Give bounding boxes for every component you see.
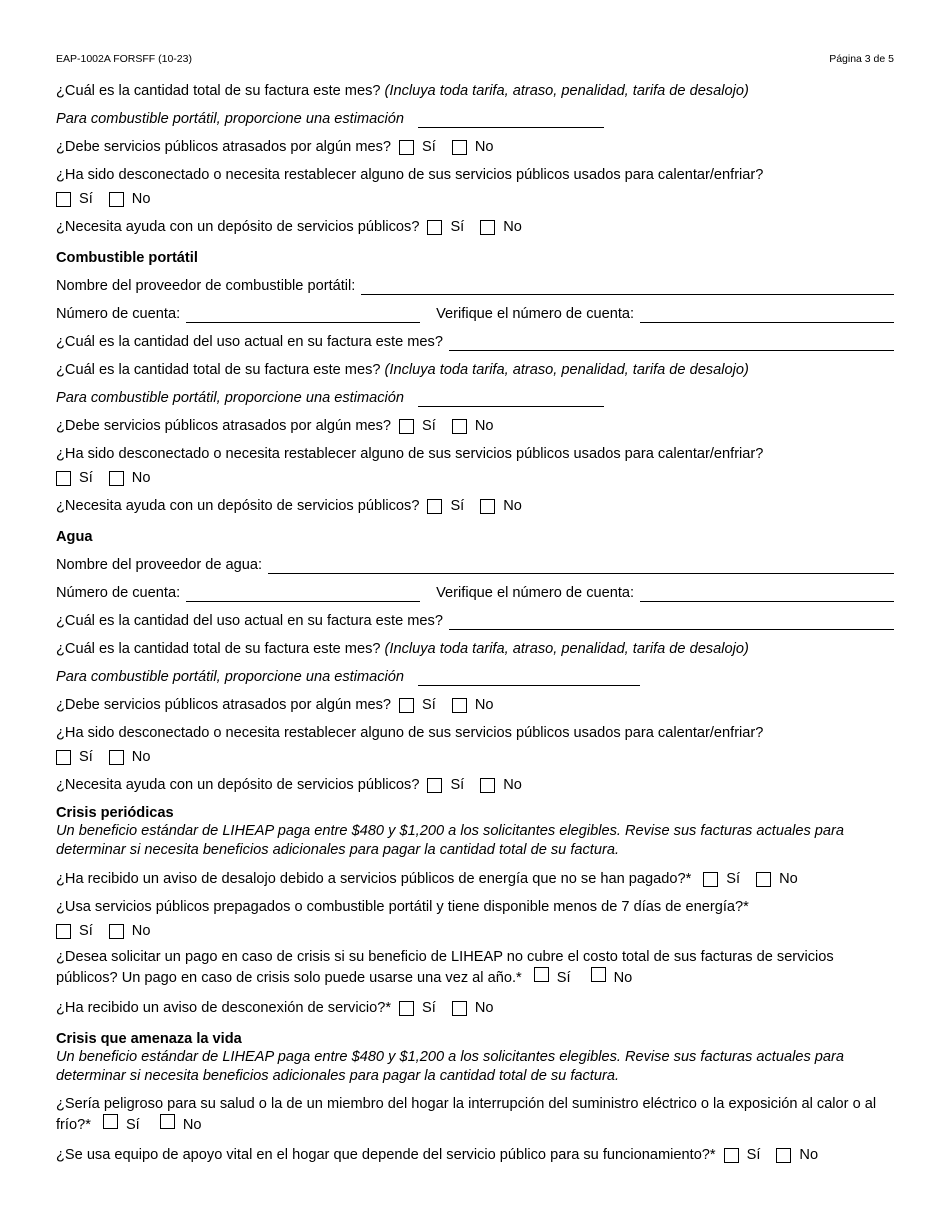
portable-estimate-input[interactable] — [418, 393, 604, 407]
periodic-prepaid-no-label: No — [131, 922, 151, 939]
water-deposit-yes-checkbox[interactable] — [427, 778, 442, 793]
portable-arrears-yes-checkbox[interactable] — [399, 419, 414, 434]
arrears-no-label: No — [474, 138, 494, 155]
water-disconnected-row — [56, 714, 894, 742]
portable-total-bill-row — [56, 351, 894, 379]
portable-arrears-yes-label: Sí — [422, 417, 436, 434]
life-subtitle: Un beneficio estándar de LIHEAP paga entre $480 y $1,200 a los solicitantes elegibles. Revise sus facturas actuales para determinar si necesita beneficios adicionales para pagar la cantidad total de su factura. — [56, 1049, 844, 1084]
life-danger-label: ¿Sería peligroso para su salud o la de un miembro del hogar la interrupción del suministro eléctrico o la exposición al calor o al frío?* — [56, 1096, 877, 1133]
periodic-eviction-yes-label: Sí — [726, 870, 741, 887]
disconnected-yes-checkbox[interactable] — [56, 192, 71, 207]
water-current-use-label: ¿Cuál es la cantidad del uso actual en su factura este mes? — [56, 612, 443, 629]
periodic-prepaid-yes-label: Sí — [79, 922, 93, 939]
portable-deposit-yes-label: Sí — [450, 497, 465, 514]
water-deposit-row — [56, 766, 894, 794]
portable-section-title — [56, 236, 894, 267]
life-danger-yes-checkbox[interactable] — [103, 1114, 118, 1129]
periodic-crisis-payment-label: ¿Desea solicitar un pago en caso de crisis si su beneficio de LIHEAP no cubre el costo total de sus facturas de servicios públicos? Un pago en caso de crisis solo puede usarse una vez al año.* — [56, 949, 834, 986]
water-arrears-row — [56, 686, 894, 714]
page-header — [56, 53, 894, 66]
periodic-title: Crisis periódicas — [56, 804, 174, 821]
water-account-input[interactable] — [186, 588, 420, 602]
periodic-prepaid-yes-checkbox[interactable] — [56, 924, 71, 939]
page-number: Página 3 de 5 — [829, 53, 894, 65]
periodic-disconnect-notice-yes-checkbox[interactable] — [399, 1001, 414, 1016]
portable-total-bill-label: ¿Cuál es la cantidad total de su factura este mes? — [56, 361, 381, 378]
portable-title: Combustible portátil — [56, 249, 198, 266]
periodic-crisis-payment-yes-label: Sí — [556, 970, 571, 986]
periodic-eviction-row — [56, 860, 894, 888]
deposit-no-label: No — [503, 218, 522, 235]
portable-verify-input[interactable] — [640, 309, 894, 323]
disconnected-row — [56, 156, 894, 184]
water-section-title — [56, 515, 894, 546]
water-current-use-row — [56, 602, 894, 630]
portable-disconnected-no-checkbox[interactable] — [109, 471, 124, 486]
portable-total-bill-note: (Incluya toda tarifa, atraso, penalidad, tarifa de desalojo) — [384, 361, 749, 378]
portable-deposit-no-checkbox[interactable] — [480, 499, 495, 514]
periodic-disconnect-notice-yes-label: Sí — [422, 999, 436, 1016]
portable-deposit-yes-checkbox[interactable] — [427, 499, 442, 514]
water-disconnected-options-row — [56, 742, 894, 766]
life-support-no-label: No — [799, 1146, 819, 1163]
periodic-crisis-payment-no-label: No — [613, 970, 633, 986]
portable-current-use-label: ¿Cuál es la cantidad del uso actual en su factura este mes? — [56, 333, 443, 350]
water-arrears-no-checkbox[interactable] — [452, 698, 467, 713]
form-content — [56, 80, 894, 1164]
life-danger-row — [56, 1086, 894, 1136]
water-provider-label: Nombre del proveedor de agua: — [56, 556, 263, 573]
portable-disconnected-no-label: No — [131, 469, 151, 486]
water-estimate-input[interactable] — [418, 672, 640, 686]
arrears-yes-checkbox[interactable] — [399, 140, 414, 155]
periodic-crisis-payment-no-checkbox[interactable] — [591, 967, 606, 982]
periodic-disconnect-notice-no-checkbox[interactable] — [452, 1001, 467, 1016]
water-total-bill-label: ¿Cuál es la cantidad total de su factura este mes? — [56, 640, 381, 657]
form-id: EAP-1002A FORSFF (10-23) — [56, 53, 192, 65]
portable-provider-label: Nombre del proveedor de combustible portátil: — [56, 277, 356, 294]
portable-account-input[interactable] — [186, 309, 420, 323]
water-deposit-label: ¿Necesita ayuda con un depósito de servicios públicos? — [56, 776, 420, 793]
life-danger-no-label: No — [182, 1117, 202, 1133]
portable-arrears-no-label: No — [474, 417, 494, 434]
deposit-yes-label: Sí — [450, 218, 465, 235]
arrears-no-checkbox[interactable] — [452, 140, 467, 155]
life-support-label: ¿Se usa equipo de apoyo vital en el hogar que depende del servicio público para su funcionamiento?* — [56, 1146, 716, 1163]
periodic-prepaid-no-checkbox[interactable] — [109, 924, 124, 939]
periodic-prepaid-row — [56, 888, 894, 916]
periodic-crisis-payment-yes-checkbox[interactable] — [534, 967, 549, 982]
water-arrears-yes-checkbox[interactable] — [399, 698, 414, 713]
portable-arrears-no-checkbox[interactable] — [452, 419, 467, 434]
disconnected-label: ¿Ha sido desconectado o necesita restablecer alguno de sus servicios públicos usados para calentar/enfriar? — [56, 166, 764, 183]
disconnected-yes-label: Sí — [79, 190, 93, 207]
life-danger-yes-label: Sí — [125, 1117, 140, 1133]
water-account-row — [56, 574, 894, 602]
arrears-label: ¿Debe servicios públicos atrasados por algún mes? — [56, 138, 392, 155]
water-arrears-yes-label: Sí — [422, 696, 436, 713]
arrears-row — [56, 128, 894, 156]
water-estimate-label: Para combustible portátil, proporcione una estimación — [56, 668, 405, 685]
deposit-no-checkbox[interactable] — [480, 220, 495, 235]
portable-current-use-input[interactable] — [449, 337, 894, 351]
portable-deposit-row — [56, 487, 894, 515]
periodic-crisis-payment-row — [56, 940, 894, 989]
disconnected-no-checkbox[interactable] — [109, 192, 124, 207]
periodic-section-title — [56, 794, 894, 822]
deposit-label: ¿Necesita ayuda con un depósito de servicios públicos? — [56, 218, 420, 235]
periodic-disconnect-notice-row — [56, 989, 894, 1017]
portable-provider-input[interactable] — [361, 281, 894, 295]
periodic-prepaid-label: ¿Usa servicios públicos prepagados o combustible portátil y tiene disponible menos de 7 días de energía?* — [56, 898, 749, 915]
estimate-row — [56, 100, 894, 128]
water-disconnected-yes-label: Sí — [79, 748, 93, 765]
periodic-eviction-label: ¿Ha recibido un aviso de desalojo debido a servicios públicos de energía que no se han pagado?* — [56, 870, 692, 887]
portable-disconnected-yes-checkbox[interactable] — [56, 471, 71, 486]
water-verify-input[interactable] — [640, 588, 894, 602]
water-verify-label: Verifique el número de cuenta: — [436, 584, 635, 601]
arrears-yes-label: Sí — [422, 138, 436, 155]
water-disconnected-no-checkbox[interactable] — [109, 750, 124, 765]
deposit-yes-checkbox[interactable] — [427, 220, 442, 235]
water-total-bill-row — [56, 630, 894, 658]
life-title: Crisis que amenaza la vida — [56, 1030, 242, 1047]
life-support-row — [56, 1136, 894, 1164]
disconnected-no-label: No — [131, 190, 151, 207]
water-disconnected-yes-checkbox[interactable] — [56, 750, 71, 765]
portable-estimate-label: Para combustible portátil, proporcione una estimación — [56, 389, 405, 406]
estimate-input[interactable] — [418, 114, 604, 128]
portable-arrears-label: ¿Debe servicios públicos atrasados por algún mes? — [56, 417, 392, 434]
life-section-title — [56, 1017, 894, 1048]
water-title: Agua — [56, 528, 93, 545]
water-deposit-no-label: No — [503, 776, 522, 793]
water-account-label: Número de cuenta: — [56, 584, 181, 601]
portable-deposit-no-label: No — [503, 497, 522, 514]
portable-estimate-row — [56, 379, 894, 407]
portable-disconnected-yes-label: Sí — [79, 469, 93, 486]
water-disconnected-label: ¿Ha sido desconectado o necesita restablecer alguno de sus servicios públicos usados para calentar/enfriar? — [56, 724, 764, 741]
periodic-eviction-yes-checkbox[interactable] — [703, 872, 718, 887]
periodic-subtitle: Un beneficio estándar de LIHEAP paga entre $480 y $1,200 a los solicitantes elegibles. Revise sus facturas actuales para determinar si necesita beneficios adicionales para pagar la cantidad total de su factura. — [56, 823, 844, 858]
portable-account-row — [56, 295, 894, 323]
portable-arrears-row — [56, 407, 894, 435]
periodic-disconnect-notice-label: ¿Ha recibido un aviso de desconexión de servicio?* — [56, 999, 392, 1016]
total-bill-row — [56, 80, 894, 100]
total-bill-note: (Incluya toda tarifa, atraso, penalidad, tarifa de desalojo) — [384, 82, 749, 99]
estimate-label: Para combustible portátil, proporcione una estimación — [56, 110, 405, 127]
life-danger-no-checkbox[interactable] — [160, 1114, 175, 1129]
life-support-no-checkbox[interactable] — [776, 1148, 791, 1163]
periodic-disconnect-notice-no-label: No — [474, 999, 494, 1016]
portable-verify-label: Verifique el número de cuenta: — [436, 305, 635, 322]
periodic-prepaid-options-row — [56, 916, 894, 940]
water-estimate-row — [56, 658, 894, 686]
water-provider-row — [56, 546, 894, 574]
water-total-bill-note: (Incluya toda tarifa, atraso, penalidad, tarifa de desalojo) — [384, 640, 749, 657]
life-support-yes-checkbox[interactable] — [724, 1148, 739, 1163]
portable-account-label: Número de cuenta: — [56, 305, 181, 322]
water-deposit-yes-label: Sí — [450, 776, 465, 793]
total-bill-label: ¿Cuál es la cantidad total de su factura este mes? — [56, 82, 381, 99]
deposit-row — [56, 208, 894, 236]
portable-disconnected-label: ¿Ha sido desconectado o necesita restablecer alguno de sus servicios públicos usados para calentar/enfriar? — [56, 445, 764, 462]
water-current-use-input[interactable] — [449, 616, 894, 630]
periodic-eviction-no-checkbox[interactable] — [756, 872, 771, 887]
water-arrears-label: ¿Debe servicios públicos atrasados por algún mes? — [56, 696, 392, 713]
water-arrears-no-label: No — [474, 696, 494, 713]
portable-disconnected-options-row — [56, 463, 894, 487]
water-disconnected-no-label: No — [131, 748, 151, 765]
portable-disconnected-row — [56, 435, 894, 463]
life-support-yes-label: Sí — [746, 1146, 761, 1163]
portable-provider-row — [56, 267, 894, 295]
portable-deposit-label: ¿Necesita ayuda con un depósito de servicios públicos? — [56, 497, 420, 514]
periodic-eviction-no-label: No — [779, 870, 798, 887]
portable-current-use-row — [56, 323, 894, 351]
water-deposit-no-checkbox[interactable] — [480, 778, 495, 793]
disconnected-options-row — [56, 184, 894, 208]
water-provider-input[interactable] — [268, 560, 894, 574]
